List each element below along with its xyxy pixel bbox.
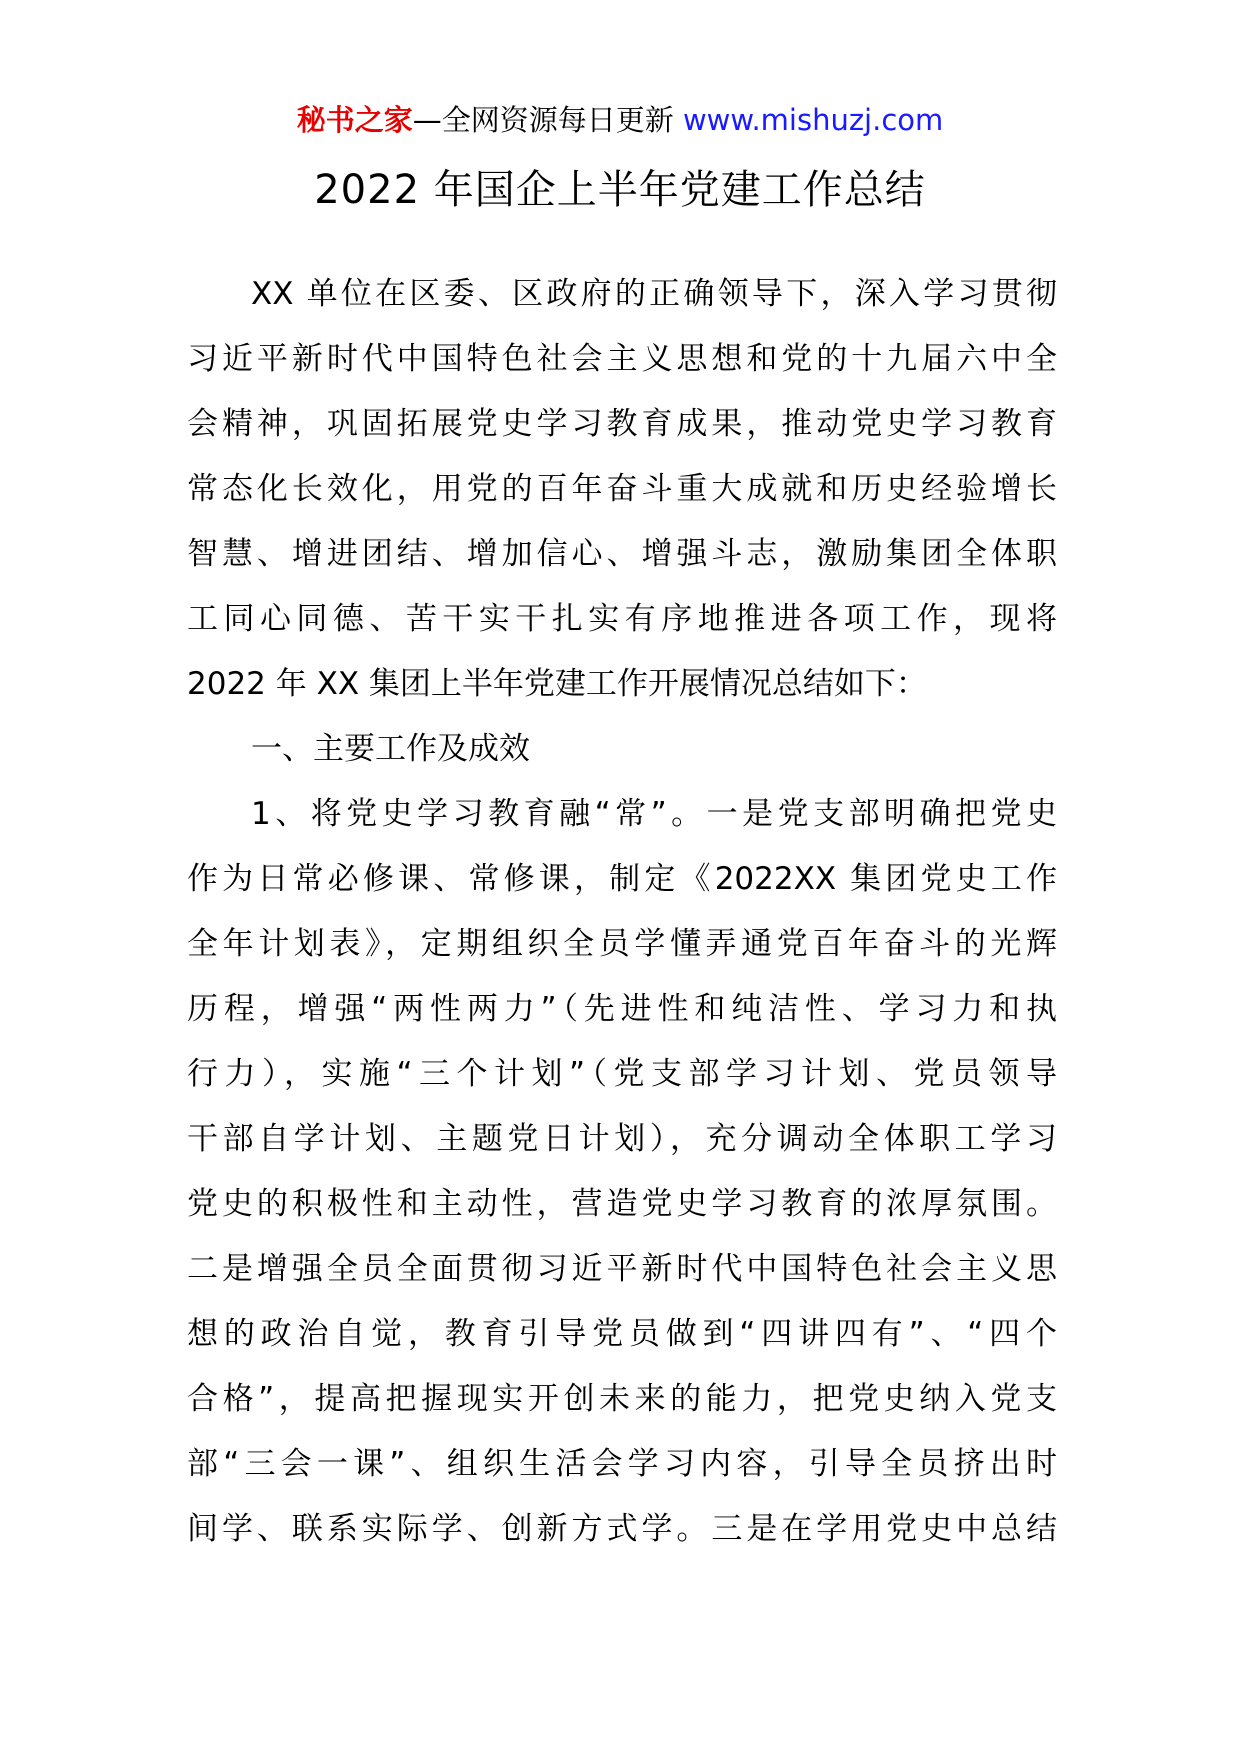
paragraph-line: 智慧、增进团结、增加信心、增强斗志，激励集团全体职 — [187, 536, 1057, 572]
paragraph-line: 常态化长效化，用党的百年奋斗重大成就和历史经验增长 — [187, 471, 1057, 507]
paragraph-line: 部“三会一课”、组织生活会学习内容，引导全员挤出时 — [187, 1446, 1057, 1482]
paragraph-line: 作为日常必修课、常修课，制定《2022XX 集团党史工作 — [187, 861, 1057, 897]
paragraph-line: XX 单位在区委、区政府的正确领导下，深入学习贯彻 — [251, 276, 1057, 312]
paragraph-line: 工同心同德、苦干实干扎实有序地推进各项工作，现将 — [187, 601, 1057, 637]
paragraph-line: 间学、联系实际学、创新方式学。三是在学用党史中总结 — [187, 1511, 1057, 1547]
header-slogan: —全网资源每日更新 — [412, 103, 683, 137]
document-title: 2022 年国企上半年党建工作总结 — [314, 167, 926, 213]
paragraph-line: 2022 年 XX 集团上半年党建工作开展情况总结如下： — [187, 666, 927, 702]
paragraph-line: 想的政治自觉，教育引导党员做到“四讲四有”、“四个 — [187, 1316, 1057, 1352]
paragraph-line: 会精神，巩固拓展党史学习教育成果，推动党史学习教育 — [187, 406, 1057, 442]
header-brand: 秘书之家 — [296, 103, 413, 137]
paragraph-line: 习近平新时代中国特色社会主义思想和党的十九届六中全 — [187, 341, 1057, 377]
paragraph-line: 全年计划表》，定期组织全员学懂弄通党百年奋斗的光辉 — [187, 926, 1057, 962]
paragraph-line: 二是增强全员全面贯彻习近平新时代中国特色社会主义思 — [187, 1251, 1057, 1287]
document-body — [187, 262, 1057, 1562]
paragraph-line: 干部自学计划、主题党日计划），充分调动全体职工学习 — [187, 1121, 1057, 1157]
paragraph-line: 1、将党史学习教育融“常”。一是党支部明确把党史 — [251, 796, 1057, 832]
paragraph-line: 行力），实施“三个计划”（党支部学习计划、党员领导 — [187, 1056, 1057, 1092]
page-header — [0, 100, 1240, 140]
paragraph-line: 党史的积极性和主动性，营造党史学习教育的浓厚氛围。 — [187, 1186, 1057, 1222]
header-url-link[interactable]: www.mishuzj.com — [682, 103, 944, 137]
section-heading: 一、主要工作及成效 — [251, 731, 530, 767]
paragraph-line: 合格”，提高把握现实开创未来的能力，把党史纳入党支 — [187, 1381, 1057, 1417]
paragraph-line: 历程，增强“两性两力”（先进性和纯洁性、学习力和执 — [187, 991, 1057, 1027]
